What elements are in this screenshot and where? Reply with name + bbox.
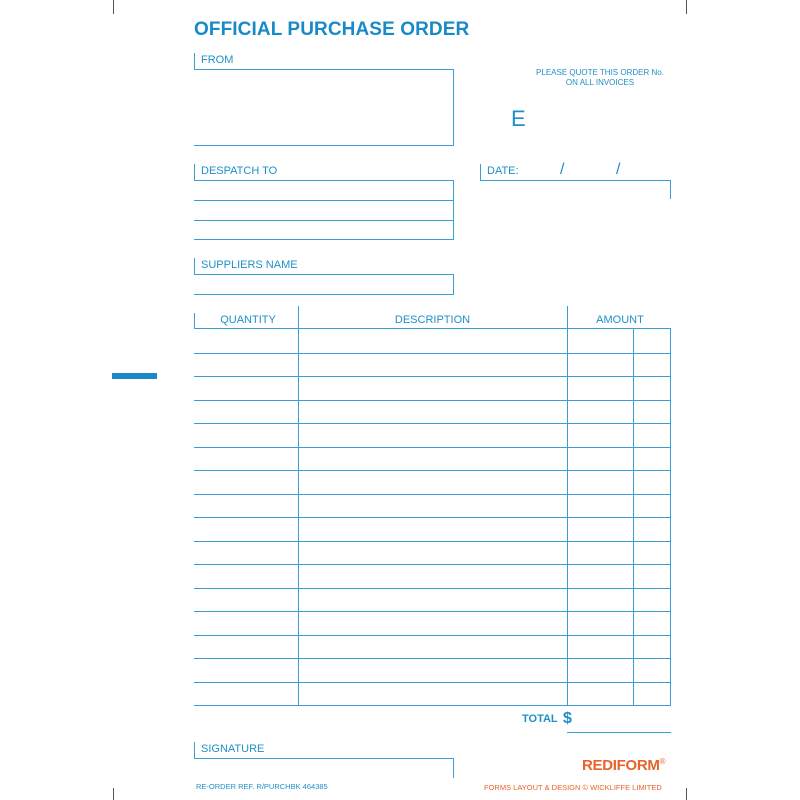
quantity-column-header: QUANTITY	[220, 314, 276, 326]
table-row[interactable]	[194, 611, 671, 612]
table-row[interactable]	[194, 400, 671, 401]
table-row[interactable]	[194, 376, 671, 377]
table-left-tick	[194, 313, 195, 329]
description-amount-divider	[567, 306, 568, 706]
table-row[interactable]	[194, 517, 671, 518]
date-separator-1: /	[560, 161, 565, 178]
table-row[interactable]	[194, 564, 671, 565]
amount-column-header: AMOUNT	[596, 314, 644, 326]
form-title: OFFICIAL PURCHASE ORDER	[194, 19, 470, 40]
table-row[interactable]	[194, 588, 671, 589]
table-row[interactable]	[194, 682, 671, 683]
table-row[interactable]	[194, 635, 671, 636]
total-line[interactable]	[567, 732, 671, 733]
table-header-line	[194, 328, 671, 329]
description-column-header: DESCRIPTION	[394, 314, 471, 326]
quantity-description-divider	[298, 306, 299, 706]
signature-right-edge	[453, 758, 454, 778]
table-row[interactable]	[194, 353, 671, 354]
table-row[interactable]	[194, 447, 671, 448]
table-row[interactable]	[194, 705, 671, 706]
date-separator-2: /	[616, 161, 621, 178]
quote-note-line1: PLEASE QUOTE THIS ORDER No.	[536, 68, 664, 77]
rediform-logo	[582, 757, 665, 774]
reorder-reference: RE-ORDER REF. R/PURCHBK 464385	[196, 782, 328, 791]
colour-bar-mark	[112, 373, 157, 379]
signature-line[interactable]	[194, 758, 454, 759]
table-row[interactable]	[194, 658, 671, 659]
design-credit: FORMS LAYOUT & DESIGN © WICKLIFFE LIMITED	[484, 783, 662, 792]
table-row[interactable]	[194, 541, 671, 542]
table-row[interactable]	[194, 470, 671, 471]
signature-label: SIGNATURE	[201, 743, 265, 755]
signature-left-tick	[194, 742, 195, 759]
quote-note-line2: ON ALL INVOICES	[565, 78, 635, 87]
table-row[interactable]	[194, 494, 671, 495]
order-number-prefix: E	[511, 106, 526, 131]
date-label: DATE:	[487, 165, 519, 177]
from-label: FROM	[201, 54, 234, 66]
despatch-label: DESPATCH TO	[201, 165, 278, 177]
currency-symbol: $	[563, 710, 572, 727]
brand-name: REDIFORM	[582, 757, 660, 774]
table-row[interactable]	[194, 423, 671, 424]
total-label: TOTAL	[522, 713, 558, 725]
registered-mark: ®	[659, 757, 666, 766]
supplier-label: SUPPLIERS NAME	[201, 259, 298, 271]
